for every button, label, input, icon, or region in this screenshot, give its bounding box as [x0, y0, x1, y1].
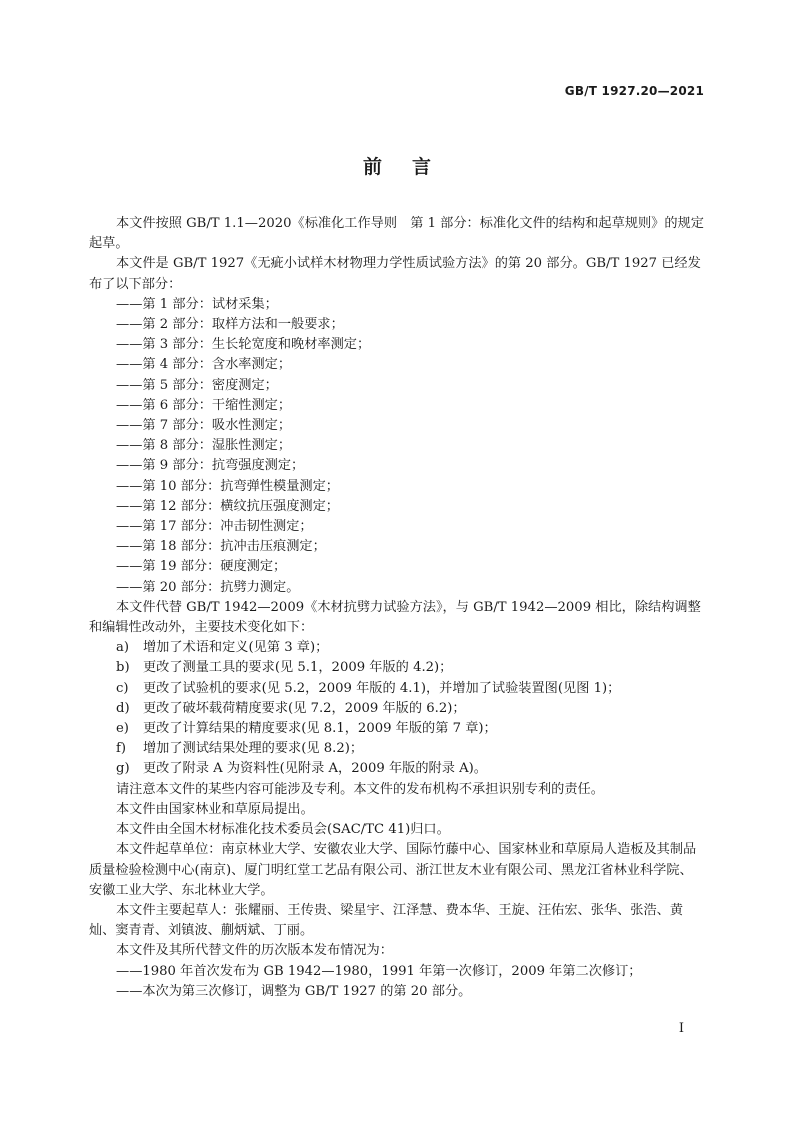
- item-text: 增加了术语和定义(见第 3 章)；: [143, 640, 329, 656]
- list-item: ——第 1 部分：试材采集；: [116, 296, 278, 312]
- list-item: [89, 699, 705, 719]
- list-item: [89, 719, 705, 739]
- item-label: b): [116, 660, 130, 676]
- paragraph-committee: 本文件由全国木材标准化技术委员会(SAC/TC 41)归口。: [116, 822, 450, 838]
- page-title: 前言: [362, 156, 461, 178]
- list-item: ——第 20 部分：抗劈力测定。: [116, 579, 300, 595]
- item-label: g): [116, 761, 130, 777]
- list-item: [89, 658, 705, 678]
- changes-list: [89, 638, 705, 779]
- standard-code: GB/T 1927.20—2021: [564, 84, 704, 98]
- list-item: ——第 19 部分：硬度测定；: [116, 559, 287, 575]
- item-text: 更改了测量工具的要求(见 5.1，2009 年版的 4.2)；: [143, 660, 453, 676]
- list-item: [89, 759, 705, 779]
- paragraph-series-intro: 本文件是 GB/T 1927《无疵小试样木材物理力学性质试验方法》的第 20 部分。GB/T 1927 已经发布了以下部分：: [89, 256, 701, 292]
- paragraph-drafters: 本文件主要起草人：张耀丽、王传贵、梁星宇、江泽慧、费本华、王旋、汪佑宏、张华、张浩、黄灿、窦青青、刘镇波、蒯炳斌、丁丽。: [89, 902, 684, 939]
- list-item: ——第 3 部分：生长轮宽度和晚材率测定；: [116, 337, 371, 353]
- list-item: ——第 5 部分：密度测定；: [116, 377, 278, 393]
- item-label: c): [116, 680, 129, 696]
- list-item: ——第 12 部分：横纹抗压强度测定；: [116, 498, 339, 514]
- parts-list: [89, 295, 705, 598]
- item-text: 更改了附录 A 为资料性(见附录 A，2009 年版的附录 A)。: [143, 761, 487, 777]
- item-label: a): [116, 640, 130, 656]
- list-item: ——第 18 部分：抗冲击压痕测定；: [116, 539, 326, 555]
- page-number: I: [678, 1021, 684, 1036]
- document-body: [89, 214, 705, 1002]
- paragraph-replacement: 本文件代替 GB/T 1942—2009《木材抗劈力试验方法》，与 GB/T 1942—2009 相比，除结构调整和编辑性改动外，主要技术变化如下：: [89, 599, 701, 636]
- paragraph-drafting-rules: 本文件按照 GB/T 1.1—2020《标准化工作导则 第 1 部分：标准化文件的结构和起草规则》的规定起草。: [89, 216, 704, 252]
- item-text: 更改了计算结果的精度要求(见 8.1，2009 年版的第 7 章)；: [143, 721, 497, 737]
- item-text: 更改了试验机的要求(见 5.2，2009 年版的 4.1)，并增加了试验装置图(见图 1)；: [143, 680, 621, 696]
- item-text: 更改了破坏载荷精度要求(见 7.2，2009 年版的 6.2)；: [143, 700, 466, 716]
- history-list: [89, 962, 705, 1002]
- list-item: ——本次为第三次修订，调整为 GB/T 1927 的第 20 部分。: [116, 983, 472, 999]
- list-item: ——第 8 部分：湿胀性测定；: [116, 438, 292, 454]
- list-item: ——第 7 部分：吸水性测定；: [116, 418, 292, 434]
- list-item: ——第 6 部分：干缩性测定；: [116, 397, 292, 413]
- list-item: ——第 17 部分：冲击韧性测定；: [116, 519, 313, 535]
- item-label: d): [116, 700, 130, 716]
- list-item: [89, 679, 705, 699]
- paragraph-patent-notice: 请注意本文件的某些内容可能涉及专利。本文件的发布机构不承担识别专利的责任。: [116, 781, 604, 797]
- list-item: [89, 739, 705, 759]
- list-item: ——1980 年首次发布为 GB 1942—1980，1991 年第一次修订，2009 年第二次修订；: [116, 963, 642, 979]
- paragraph-proposer: 本文件由国家林业和草原局提出。: [116, 801, 314, 817]
- list-item: ——第 2 部分：取样方法和一般要求；: [116, 317, 344, 333]
- paragraph-drafting-units: 本文件起草单位：南京林业大学、安徽农业大学、国际竹藤中心、国家林业和草原局人造板及其制品质量检验检测中心(南京)、厦门明红堂工艺品有限公司、浙江世友木业有限公司、黑龙江省林业科学院、安徽工业大学、东北林业大学。: [89, 842, 697, 898]
- list-item: ——第 4 部分：含水率测定；: [116, 357, 292, 373]
- list-item: ——第 9 部分：抗弯强度测定；: [116, 458, 305, 474]
- item-label: e): [116, 721, 129, 737]
- list-item: [89, 638, 705, 658]
- list-item: ——第 10 部分：抗弯弹性模量测定；: [116, 478, 339, 494]
- item-label: f): [116, 741, 127, 757]
- item-text: 增加了测试结果处理的要求(见 8.2)；: [143, 741, 364, 757]
- paragraph-history-intro: 本文件及其所代替文件的历次版本发布情况为：: [116, 943, 393, 959]
